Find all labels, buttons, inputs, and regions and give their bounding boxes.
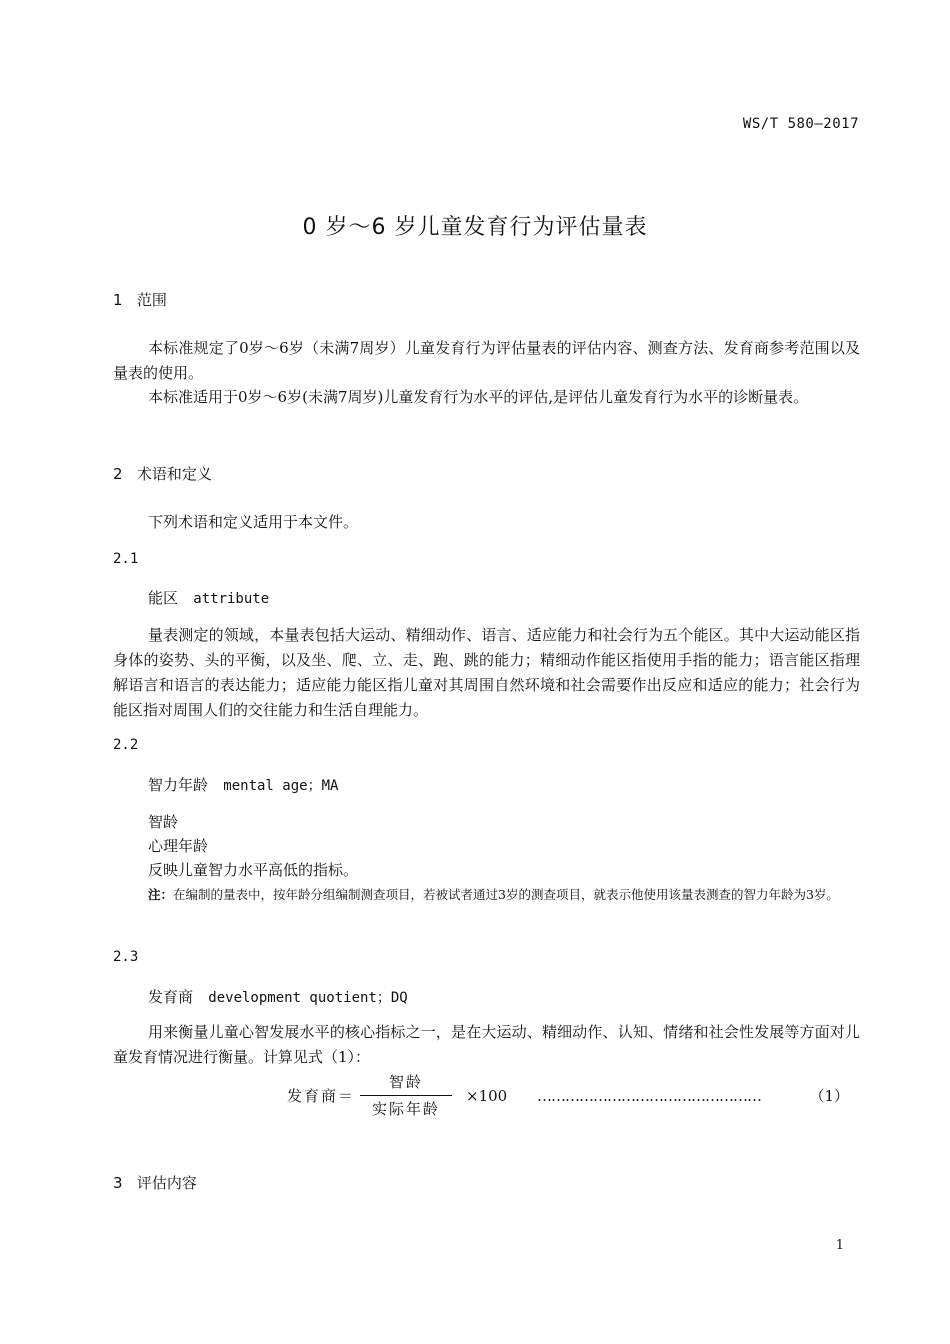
section-title: 评估内容 [136,1174,197,1192]
section-1-heading [113,289,167,310]
document-title: 0 岁～6 岁儿童发育行为评估量表 [302,215,648,240]
section-2-heading [113,463,212,484]
section-1-paragraph-2: 本标准适用于0岁～6岁(未满7周岁)儿童发育行为水平的评估,是评估儿童发育行为水平的诊断量表。 [148,388,809,406]
term-chinese: 智力年龄 [148,776,209,794]
term-2-1-entry [148,587,269,608]
standard-code: WS/T 580—2017 [742,116,859,132]
term-2-1-number: 2.1 [113,551,139,567]
term-2-2-number: 2.2 [113,737,139,753]
formula-lhs: 发育商＝ [287,1087,356,1105]
term-2-2-synonym-2: 心理年龄 [148,837,209,855]
formula-numerator: 智龄 [388,1073,423,1091]
term-2-2-synonym-1: 智龄 [148,813,179,831]
formula-label: （1） [809,1087,849,1105]
section-number: 1 [113,291,123,309]
term-2-3-definition: 用来衡量儿童心智发展水平的核心指标之一，是在大运动、精细动作、认知、情绪和社会性发展等方面对儿童发育情况进行衡量。计算见式（1）： [113,1023,860,1066]
section-title: 术语和定义 [136,465,212,483]
term-2-2-entry [148,774,338,795]
term-2-3-number: 2.3 [113,949,139,965]
term-english: attribute [193,591,270,607]
formula-fraction [360,1071,452,1120]
term-english: mental age；MA [223,778,339,794]
term-2-3-entry [148,986,408,1007]
page-number: 1 [835,1238,844,1253]
note-text: 在编制的量表中，按年龄分组编制测查项目，若被试者通过3岁的测查项目，就表示他使用该量表测查的智力年龄为3岁。 [173,887,839,902]
formula-denominator: 实际年龄 [371,1100,440,1118]
term-2-1-definition: 量表测定的领域，本量表包括大运动、精细动作、语言、适应能力和社会行为五个能区。其中大运动能区指身体的姿势、头的平衡，以及坐、爬、立、走、跑、跳的能力；精细动作能区指使用手指的能力；语言能区指理解语言和语言的表达能力；适应能力能区指儿童对其周围自然环境和社会需要作出反应和适应的能力；社会行为能区指对周围人们的交往能力和生活自理能力。 [113,626,860,719]
section-1-paragraph-1: 本标准规定了0岁～6岁（未满7周岁）儿童发育行为评估量表的评估内容、测查方法、发育商参考范围以及量表的使用。 [113,339,860,382]
note-label: 注： [148,887,174,902]
section-3-heading [113,1172,197,1193]
formula-leader-dots: ………………………………………… [537,1087,761,1105]
term-2-2-note [113,883,860,907]
term-2-2-definition: 反映儿童智力水平高低的指标。 [148,861,359,879]
section-title: 范围 [136,291,167,309]
section-number: 2 [113,465,123,483]
term-chinese: 能区 [148,589,179,607]
term-chinese: 发育商 [148,988,194,1006]
section-number: 3 [113,1174,123,1192]
term-english: development quotient；DQ [208,990,408,1006]
formula-multiplier: ×100 [466,1087,508,1105]
fraction-bar [360,1095,452,1096]
section-2-intro: 下列术语和定义适用于本文件。 [148,513,359,531]
